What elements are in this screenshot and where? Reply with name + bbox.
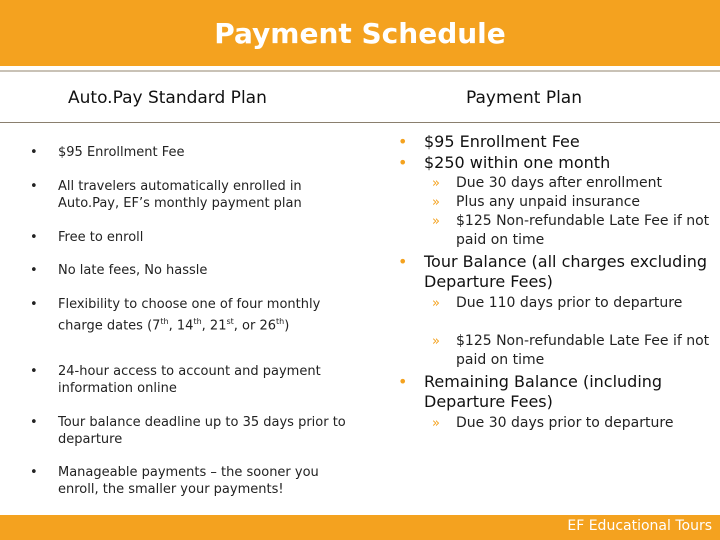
chevron-right-icon: » [432, 176, 440, 191]
chevron-right-icon: » [432, 416, 440, 431]
bullet-icon: • [398, 132, 408, 151]
bullet-icon: • [30, 179, 38, 194]
bullet-icon: • [30, 415, 38, 430]
slide: Payment Schedule Auto.Pay Standard Plan Payment Plan • $95 Enrollment Fee • All travelers automatically enrolled in Auto.Pay, EF’s monthly payment plan • Free to enroll • No late fees, No hassle • Flexibility to choose one of four monthly charge dates (7th, 14th, 21st, or 26th) • 24-hour access to account and payment information online • Tour balance deadline up to 35 days prior to departure • Manageable payments – the sooner you enroll, the smaller your payments! • $95 Enrollment Fee • $250 within one month » Due 30 days after enrollment » Plus any unpaid insurance » $125 Non-refundable Late Fee if not paid on time • Tour Balance (all charges excluding Departure Fees) » Due 110 days prior to departure » $125 Non-refundable Late Fee if not paid on time • Remaining Balance (including Departure Fees) » Due 30 days prior to departure EF Educational Tours [0, 0, 720, 540]
autopay-column-header: Auto.Pay Standard Plan [68, 88, 267, 108]
bullet-icon: • [30, 263, 38, 278]
payment-plan-column-header: Payment Plan [466, 88, 582, 108]
flexibility-text: Flexibility to choose one of four monthly charge dates (7th, 14th, 21st, or 26th) [58, 297, 321, 334]
bullet-icon: • [398, 372, 408, 391]
bullet-icon: • [30, 145, 38, 160]
bullet-icon: • [398, 153, 408, 172]
chevron-right-icon: » [432, 195, 440, 210]
bullet-icon: • [30, 465, 38, 480]
chevron-right-icon: » [432, 214, 440, 229]
bullet-icon: • [30, 364, 38, 379]
table-top-rule [0, 70, 720, 72]
table-header-rule [0, 122, 720, 123]
title-bar [0, 0, 720, 66]
bullet-icon: • [398, 252, 408, 271]
bullet-icon: • [30, 297, 38, 312]
footer-bar [0, 515, 720, 540]
brand-name: EF Educational Tours [567, 518, 712, 534]
chevron-right-icon: » [432, 334, 440, 349]
bullet-icon: • [30, 230, 38, 245]
chevron-right-icon: » [432, 296, 440, 311]
page-title: Payment Schedule [214, 16, 506, 50]
